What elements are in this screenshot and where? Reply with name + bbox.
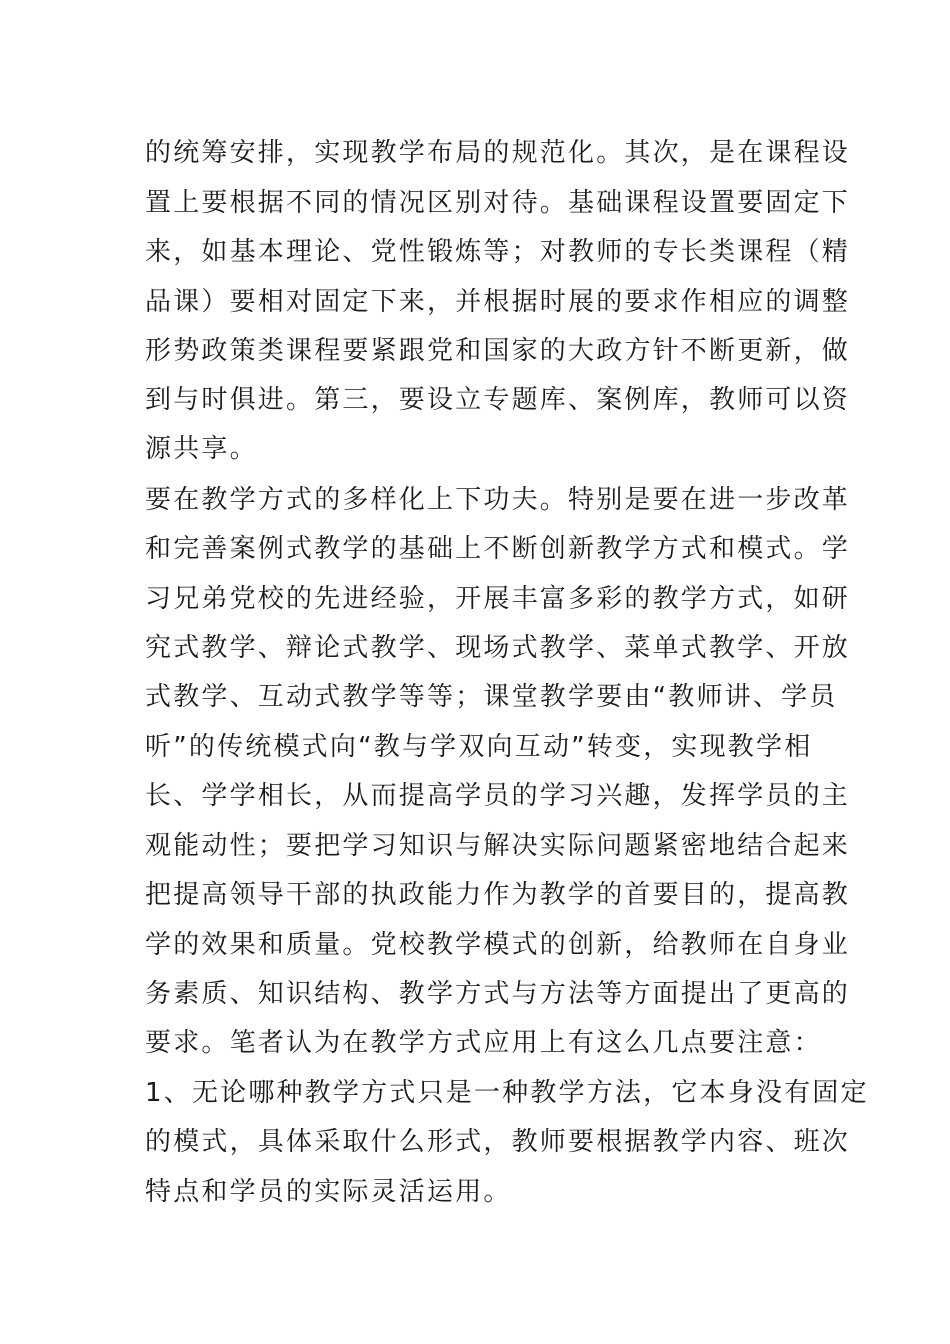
text-line: 品课）要相对固定下来，并根据时展的要求作相应的调整	[145, 287, 851, 317]
text-line: 形势政策类课程要紧跟党和国家的大政方针不断更新，做	[145, 336, 851, 366]
text-line: 特点和学员的实际灵活运用。	[145, 1177, 512, 1207]
text-line: 观能动性；要把学习知识与解决实际问题紧密地结合起来	[145, 831, 851, 861]
text-line: 和完善案例式教学的基础上不断创新教学方式和模式。学	[145, 534, 851, 564]
text-line: 要在教学方式的多样化上下功夫。特别是要在进一步改革	[145, 485, 851, 515]
text-line: 学的效果和质量。党校教学模式的创新，给教师在自身业	[145, 930, 851, 960]
text-line: 听”的传统模式向“教与学双向互动”转变，实现教学相	[145, 732, 813, 762]
text-line: 源共享。	[145, 434, 258, 464]
text-line: 长、学学相长，从而提高学员的学习兴趣，发挥学员的主	[145, 781, 851, 811]
text-line: 习兄弟党校的先进经验，开展丰富多彩的教学方式，如研	[145, 584, 851, 614]
text-line: 的模式，具体采取什么形式，教师要根据教学内容、班次	[145, 1127, 851, 1157]
text-line: 务素质、知识结构、教学方式与方法等方面提出了更高的	[145, 979, 851, 1009]
text-line: 要求。笔者认为在教学方式应用上有这么几点要注意：	[145, 1028, 822, 1058]
text-line: 到与时俱进。第三，要设立专题库、案例库，教师可以资	[145, 385, 851, 415]
text-line: 1、无论哪种教学方式只是一种教学方法，它本身没有固定	[145, 1078, 869, 1108]
text-line: 来，如基本理论、党性锻炼等；对教师的专长类课程（精	[145, 237, 851, 267]
text-line: 究式教学、辩论式教学、现场式教学、菜单式教学、开放	[145, 633, 851, 663]
text-line: 式教学、互动式教学等等；课堂教学要由“教师讲、学员	[145, 682, 838, 712]
text-line: 置上要根据不同的情况区别对待。基础课程设置要固定下	[145, 188, 851, 218]
text-line: 把提高领导干部的执政能力作为教学的首要目的，提高教	[145, 880, 851, 910]
text-line: 的统筹安排，实现教学布局的规范化。其次，是在课程设	[145, 138, 851, 168]
